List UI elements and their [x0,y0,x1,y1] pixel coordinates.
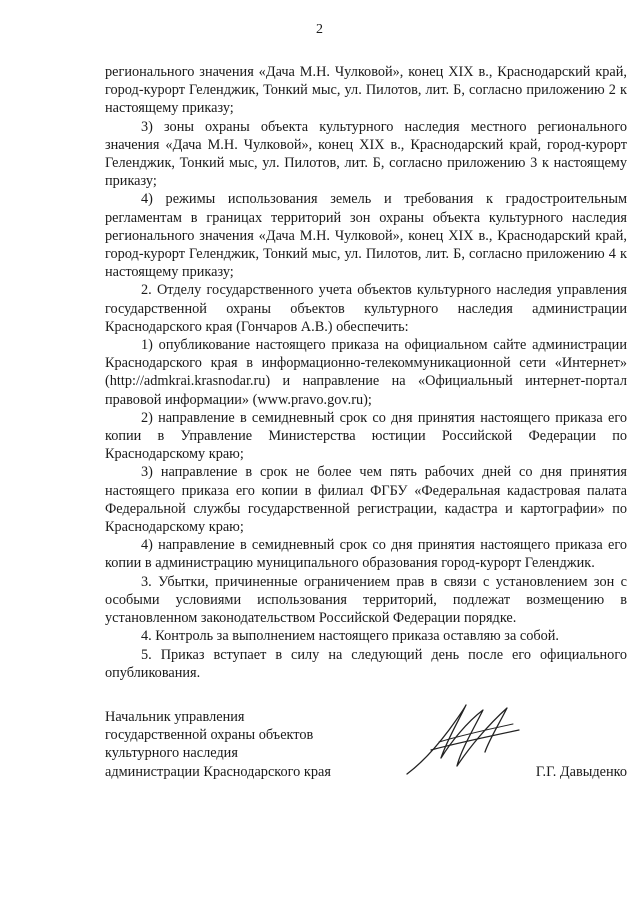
paragraph-10: 4. Контроль за выполнением настоящего приказа оставляю за собой. [141,628,560,645]
paragraph-3: 4) режимы использования земель и требования к градостроительным регламентам в границах территорий зон охраны объекта культурного наследия регионального значения «Дача М.Н. Чулковой», конец XIX в., Краснодарский край, город-курорт Геленджик, Тонкий мыс, ул. Пилотов, лит. Б, согласно приложению 4 к настоящему приказу; [105,191,627,281]
signature-block [105,708,627,788]
paragraph-1: регионального значения «Дача М.Н. Чулковой», конец XIX в., Краснодарский край, город-курорт Геленджик, Тонкий мыс, ул. Пилотов, лит. Б, согласно приложению 2 к настоящему приказу; [105,64,627,117]
paragraph-4: 2. Отделу государственного учета объектов культурного наследия управления государственной охраны объектов культурного наследия администрации Краснодарского края (Гончаров А.В.) обеспечить: [105,282,627,335]
paragraph-8: 4) направление в семидневный срок со дня принятия настоящего приказа его копии в администрацию муниципального образования город-курорт Геленджик. [105,537,627,572]
signatory-position-line: государственной охраны объектов [105,727,314,744]
paragraph-2: 3) зоны охраны объекта культурного наследия местного регионального значения «Дача М.Н. Чулковой», конец XIX в., Краснодарский край, город-курорт Геленджик, Тонкий мыс, ул. Пилотов, лит. Б, согласно приложению 3 к настоящему приказу; [105,118,627,190]
signatory-position-line: администрации Краснодарского края [105,763,331,780]
signatory-position [105,708,385,781]
document-body [105,63,627,682]
handwritten-signature [403,700,523,782]
signatory-name: Г.Г. Давыденко [535,764,627,780]
paragraph-11: 5. Приказ вступает в силу на следующий день после его официального опубликования. [105,646,627,681]
signatory-position-line: культурного наследия [105,745,238,762]
paragraph-6: 2) направление в семидневный срок со дня принятия настоящего приказа его копии в Управление Министерства юстиции Российской Федерации по Краснодарскому краю; [105,409,627,463]
page-number: 2 [316,22,323,37]
paragraph-5: 1) опубликование настоящего приказа на официальном сайте администрации Краснодарского края в информационно-телекоммуникационной сети «Интернет» (http://admkrai.krasnodar.ru) и направление на «Официальный интернет-портал правовой информации» (www.pravo.gov.ru); [105,337,627,408]
paragraph-7: 3) направление в срок не более чем пять рабочих дней со дня принятия настоящего приказа его копии в филиал ФГБУ «Федеральная кадастровая палата Федеральной службы государственной регистрации, кадастра и картографии» по Краснодарскому краю; [105,464,627,536]
paragraph-9: 3. Убытки, причиненные ограничением прав в связи с установлением зон с особыми условиями использования территорий, подлежат возмещению в установленном законодательством Российской Федерации порядке. [105,573,627,627]
signatory-position-line: Начальник управления [105,709,245,725]
